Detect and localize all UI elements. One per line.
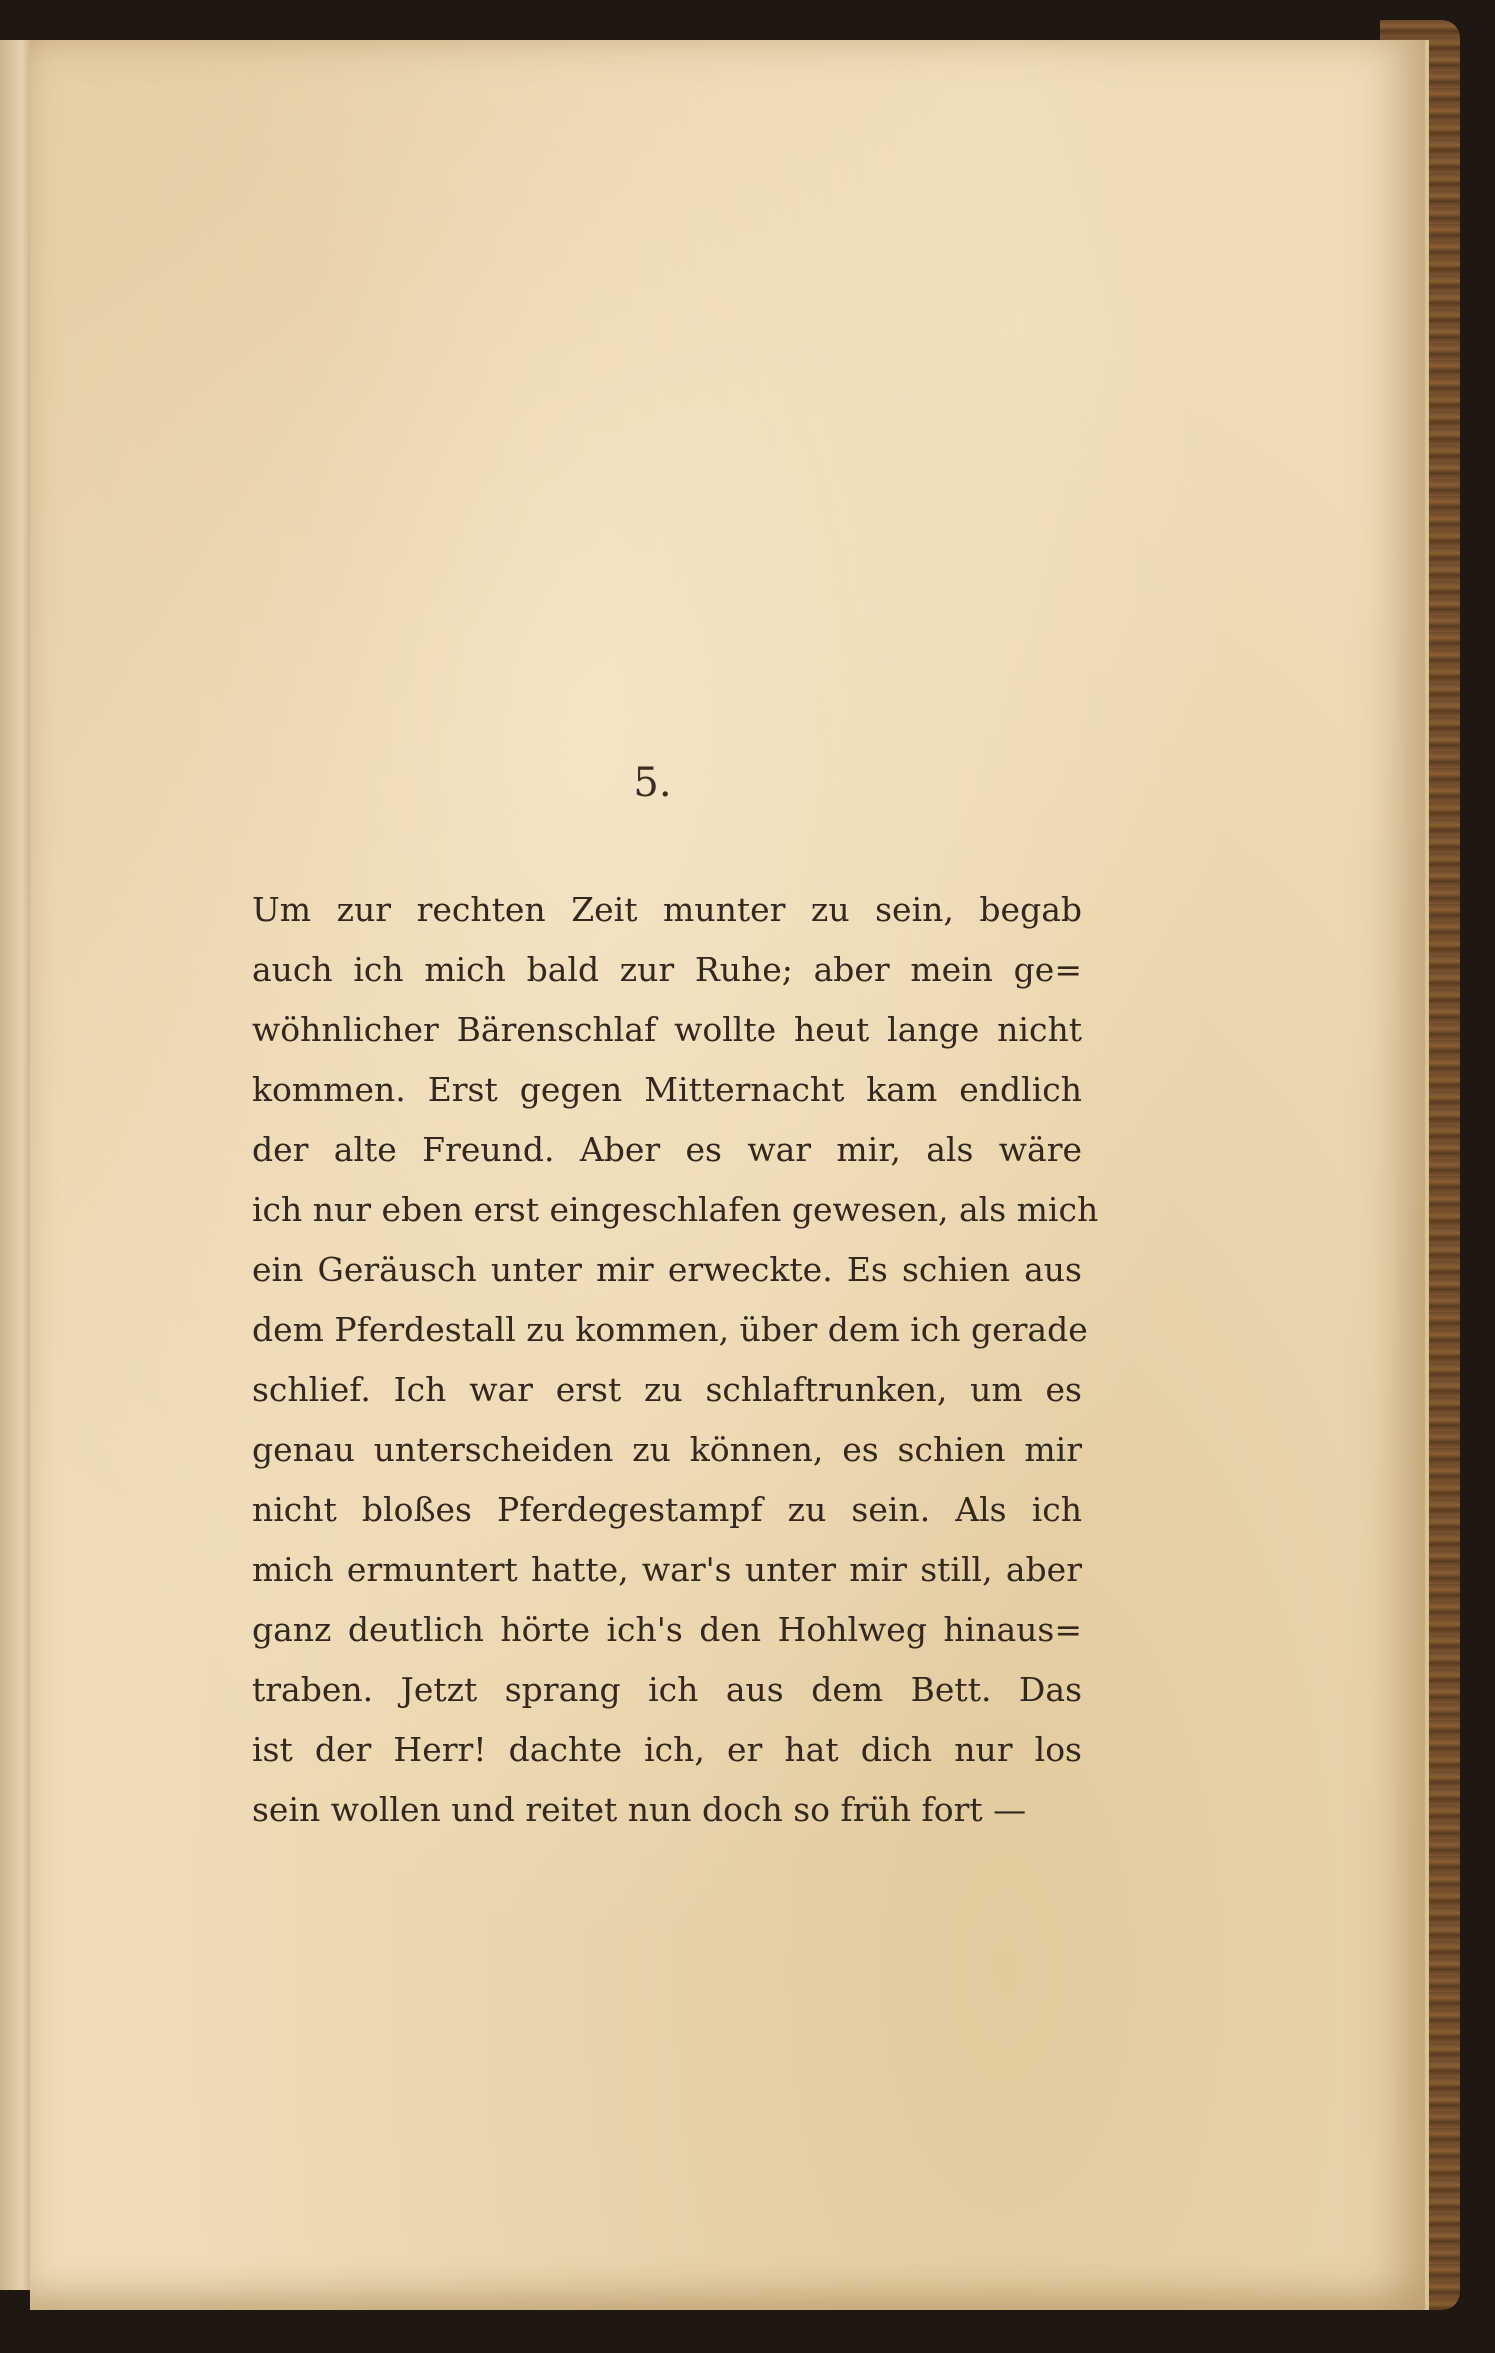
chapter-number: 5.: [633, 760, 672, 806]
text-line: Um zur rechten Zeit munter zu sein, begab: [252, 890, 1082, 929]
text-line: wöhnlicher Bärenschlaf wollte heut lange nicht: [252, 1010, 1082, 1049]
text-line: ganz deutlich hörte ich's den Hohlweg hinaus=: [252, 1610, 1082, 1649]
text-line: ein Geräusch unter mir erweckte. Es schien aus: [252, 1250, 1082, 1289]
body-text: [252, 880, 1099, 1840]
text-line: der alte Freund. Aber es war mir, als wäre: [252, 1130, 1082, 1169]
text-line: mich ermuntert hatte, war's unter mir still, aber: [252, 1550, 1082, 1589]
text-line: kommen. Erst gegen Mitternacht kam endlich: [252, 1070, 1082, 1109]
text-line: ich nur eben erst eingeschlafen gewesen, als mich: [252, 1190, 1099, 1229]
text-line: nicht bloßes Pferdegestampf zu sein. Als ich: [252, 1490, 1082, 1529]
text-line: schlief. Ich war erst zu schlaftrunken, um es: [252, 1370, 1082, 1409]
text-line: ist der Herr! dachte ich, er hat dich nur los: [252, 1730, 1082, 1769]
text-line: auch ich mich bald zur Ruhe; aber mein ge=: [252, 950, 1082, 989]
text-line: genau unterscheiden zu können, es schien mir: [252, 1430, 1082, 1469]
text-line: traben. Jetzt sprang ich aus dem Bett. Das: [252, 1670, 1082, 1709]
text-line: dem Pferdestall zu kommen, über dem ich gerade: [252, 1310, 1088, 1349]
book-page: [30, 40, 1429, 2310]
text-line: sein wollen und reitet nun doch so früh fort —: [252, 1790, 1027, 1829]
